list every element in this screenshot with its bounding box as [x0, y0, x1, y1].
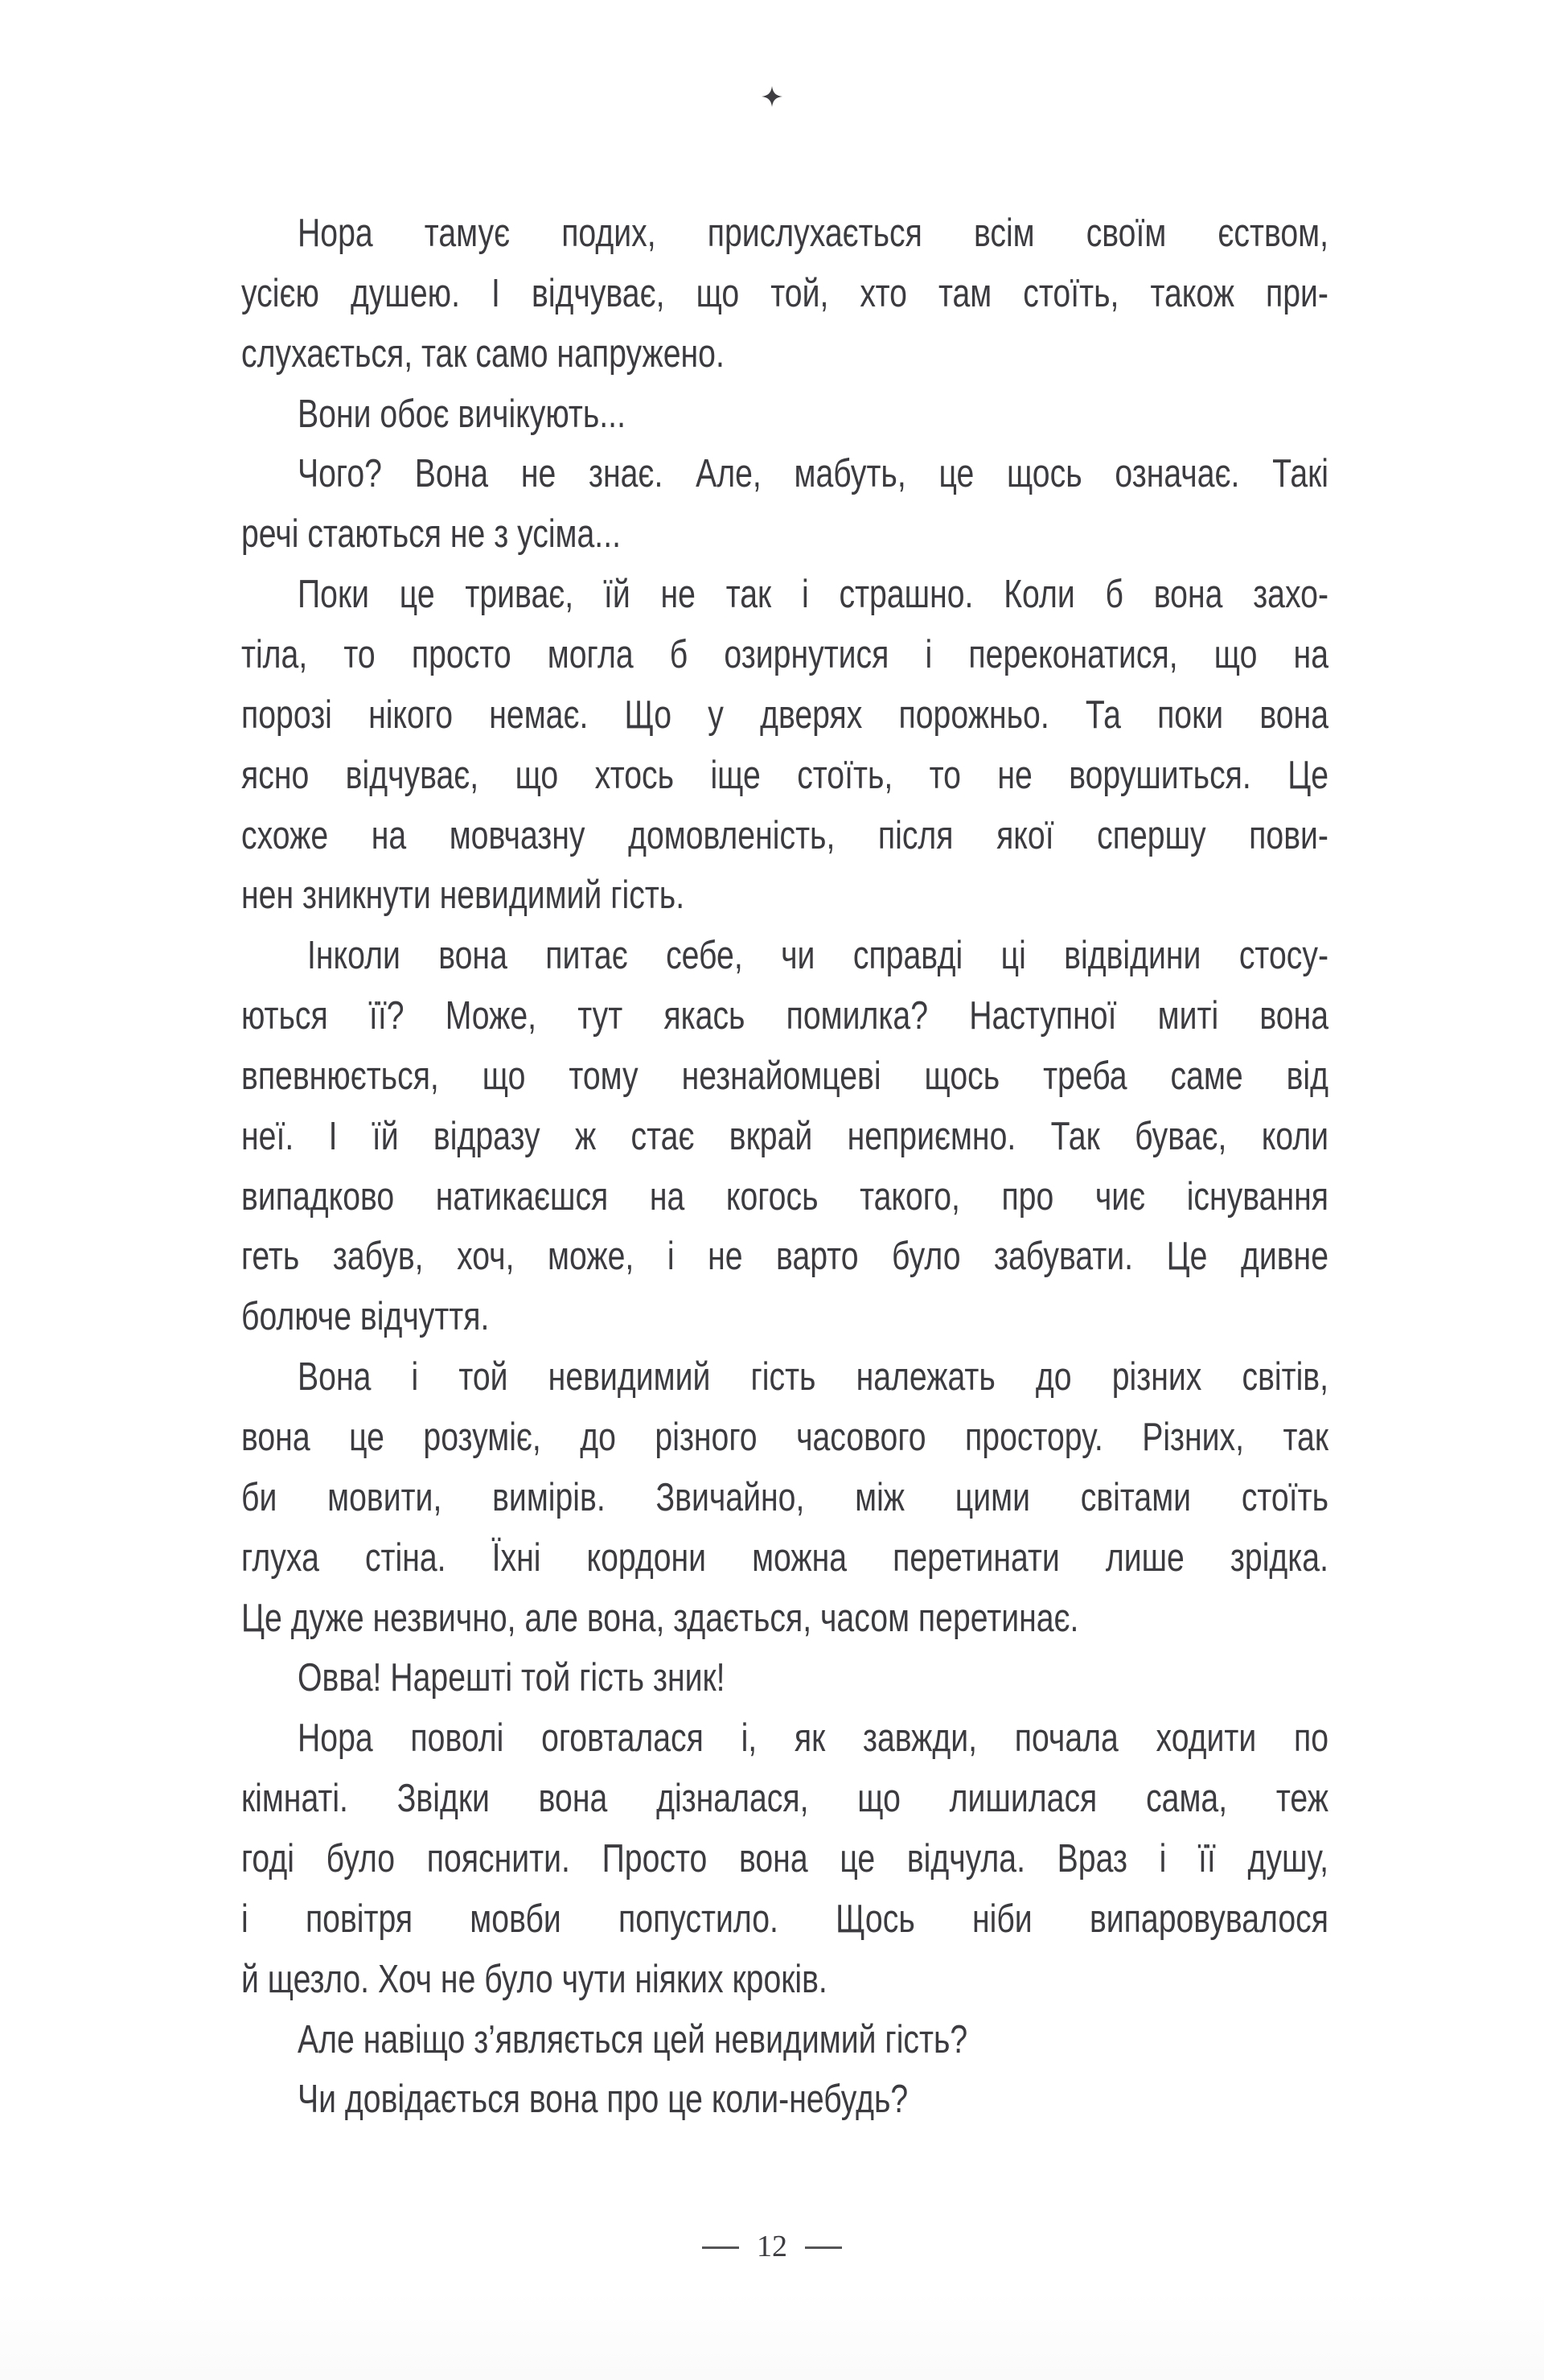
- text-line: [241, 986, 1544, 1046]
- text-line-content: Нора тамує подих, прислухається всім своїм єством,: [298, 212, 1328, 255]
- text-line-content: вона це розуміє, до різного часового простору. Різних, так: [241, 1416, 1328, 1459]
- text-line: [307, 926, 1544, 985]
- text-line: [241, 1769, 1544, 1828]
- text-line: [298, 2070, 1061, 2129]
- text-line-content: Поки це триває, їй не так і страшно. Коли б вона захо-: [298, 573, 1328, 617]
- text-line-content: й щезло. Хоч не було чути ніяких кроків.: [241, 1957, 827, 2001]
- text-line-content: болюче відчуття.: [241, 1295, 490, 1339]
- text-line: [298, 384, 708, 444]
- text-line: [241, 324, 845, 384]
- text-line: [241, 1950, 974, 2009]
- text-line: [241, 685, 1544, 745]
- page-number-left-dash: [702, 2246, 739, 2249]
- text-line-content: Але навіщо з’являється цей невидимий гість?: [298, 2017, 968, 2061]
- text-line: [241, 1408, 1544, 1467]
- text-line: [241, 504, 716, 564]
- text-line: [241, 1046, 1544, 1106]
- text-line: [241, 1227, 1544, 1286]
- text-line: [241, 1468, 1544, 1527]
- text-line-content: ються її? Може, тут якась помилка? Наступної миті вона: [241, 994, 1328, 1038]
- text-line: [241, 264, 1544, 323]
- text-line-content: геть забув, хоч, може, і не варто було забувати. Це дивне: [241, 1235, 1328, 1279]
- text-line: [241, 806, 1544, 865]
- ornament-glyph: [762, 86, 782, 107]
- text-line-content: би мовити, вимірів. Звичайно, між цими світами стоїть: [241, 1475, 1328, 1519]
- four-point-star-icon: [762, 86, 782, 107]
- text-line: [298, 565, 1544, 624]
- text-line-content: слухається, так само напружено.: [241, 331, 725, 376]
- text-line: [241, 1107, 1544, 1166]
- page-number-value: 12: [757, 2230, 787, 2263]
- text-line-content: Це дуже незвично, але вона, здається, часом перетинає.: [241, 1596, 1079, 1640]
- text-line: [241, 1889, 1544, 1949]
- text-line-content: Чи довідається вона про це коли-небудь?: [298, 2078, 909, 2122]
- text-line: [298, 203, 1544, 263]
- text-line-content: схоже на мовчазну домовленість, після якої спершу пови-: [241, 813, 1328, 857]
- text-line: [241, 1167, 1544, 1227]
- text-line: [298, 1648, 832, 1708]
- text-line: [298, 444, 1544, 504]
- page-number: [0, 2226, 1544, 2267]
- text-line-content: Інколи вона питає себе, чи справді ці відвідини стосу-: [307, 934, 1328, 978]
- text-line-content: Нора поволі оговталася і, як завжди, почала ходити по: [298, 1716, 1328, 1761]
- text-line-content: усією душею. І відчуває, що той, хто там стоїть, також при-: [241, 271, 1328, 315]
- text-line-content: впевнюється, що тому незнайомцеві щось треба саме від: [241, 1054, 1328, 1098]
- text-line-content: годі було пояснити. Просто вона це відчула. Враз і її душу,: [241, 1836, 1328, 1881]
- text-line: [241, 1589, 1288, 1648]
- text-line-content: Вона і той невидимий гість належать до різних світів,: [298, 1355, 1328, 1400]
- text-line-content: ясно відчуває, що хтось іще стоїть, то не ворушиться. Це: [241, 753, 1328, 797]
- text-line: [298, 1347, 1544, 1407]
- text-line-content: кімнаті. Звідки вона дізналася, що лишилася сама, теж: [241, 1777, 1328, 1821]
- text-line-content: випадково натикаєшся на когось такого, про чиє існування: [241, 1174, 1328, 1219]
- text-line-content: і повітря мовби попустило. Щось ніби випаровувалося: [241, 1897, 1328, 1941]
- text-line: [298, 2010, 1135, 2070]
- text-line: [241, 1829, 1544, 1889]
- text-line-content: Овва! Нарешті той гість зник!: [298, 1656, 725, 1700]
- text-line: [241, 1287, 551, 1346]
- text-line: [298, 1708, 1544, 1768]
- text-line-content: глуха стіна. Їхні кордони можна перетинати лише зрідка.: [241, 1535, 1328, 1580]
- text-line-content: речі стаються не з усіма...: [241, 512, 621, 557]
- page-number-right-dash: [805, 2246, 842, 2249]
- text-line-content: порозі нікого немає. Що у дверях порожньо. Та поки вона: [241, 693, 1328, 737]
- text-line-content: Чого? Вона не знає. Але, мабуть, це щось означає. Такі: [298, 452, 1328, 496]
- text-line-content: Вони обоє вичікують...: [298, 392, 626, 436]
- text-line: [241, 1528, 1544, 1588]
- text-line: [241, 865, 795, 925]
- text-line-content: тіла, то просто могла б озирнутися і переконатися, що на: [241, 632, 1328, 676]
- text-line-content: нен зникнути невидимий гість.: [241, 873, 685, 918]
- text-line: [241, 625, 1544, 684]
- text-line-content: неї. І їй відразу ж стає вкрай неприємно. Так буває, коли: [241, 1114, 1328, 1158]
- text-line: [241, 746, 1544, 805]
